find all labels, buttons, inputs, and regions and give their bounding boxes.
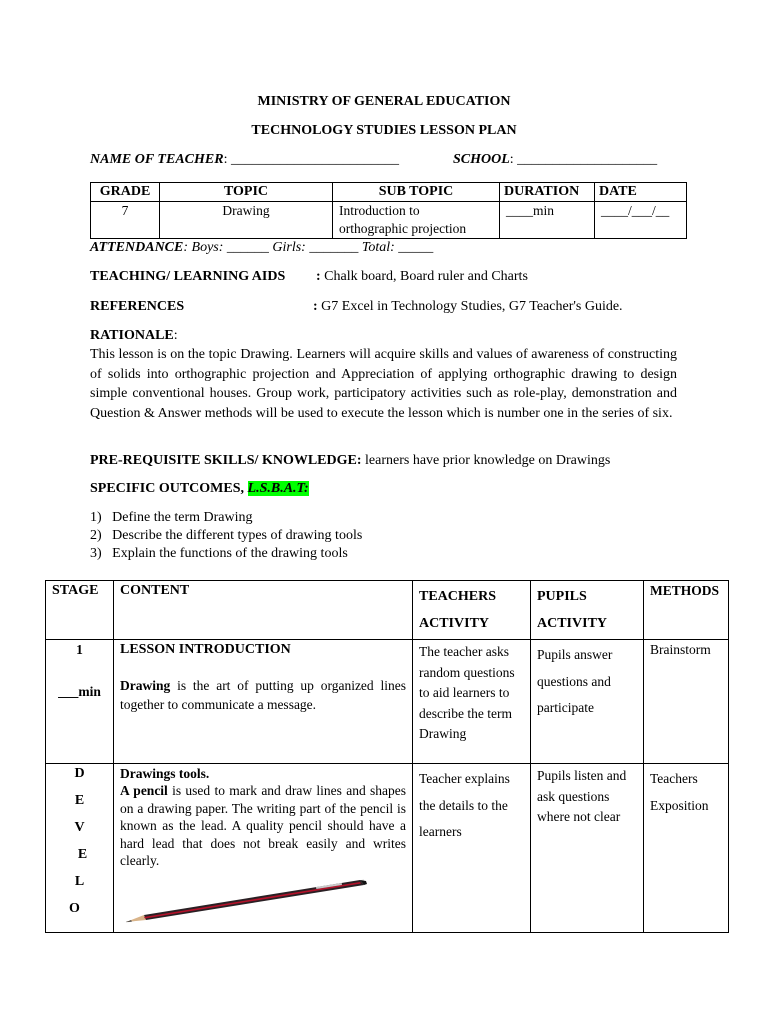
lesson-table — [45, 580, 729, 933]
aids-line — [90, 269, 285, 285]
outcome-item: 2) Describe the different types of drawing tools — [90, 528, 363, 543]
stage-letter: O — [69, 901, 80, 916]
content-cell — [114, 764, 413, 933]
teacher-activity-cell: Teacher explains the details to the learners — [413, 764, 531, 933]
prerequisite-line — [90, 453, 610, 469]
school-field: : ____________________ — [509, 152, 658, 167]
subtopic-line-2: orthographic projection — [339, 221, 467, 236]
rationale-text: This lesson is on the topic Drawing. Learners will acquire skills and values of awareness of constructing of solids into orthographic projection and Appreciation of applying orthographic drawing to design simple conventional houses. Group work, participatory activities such as role-play, demonstration and Question & Answer methods will be used to execute the lesson which is number one in the series of six. — [90, 347, 677, 421]
stage-letters — [52, 766, 107, 928]
content-header: CONTENT — [114, 581, 413, 640]
stage-letter: L — [74, 874, 85, 889]
aids-text: Chalk board, Board ruler and Charts — [320, 269, 528, 284]
outcomes-label: SPECIFIC OUTCOMES, — [90, 481, 248, 496]
date-value: ____/___/__ — [595, 202, 687, 239]
date-header: DATE — [595, 183, 687, 202]
teachers-activity-header: TEACHERS ACTIVITY — [413, 581, 531, 640]
lesson-plan-heading: TECHNOLOGY STUDIES LESSON PLAN — [251, 123, 517, 138]
school-line — [453, 152, 657, 168]
content-title: Drawings tools. — [120, 766, 210, 781]
stage-header: STAGE — [46, 581, 114, 640]
content-term: Drawing — [120, 678, 171, 693]
aids-label: TEACHING/ LEARNING AIDS — [90, 269, 286, 284]
references-line — [90, 299, 184, 315]
attendance-text: : Boys: ______ Girls: _______ Total: _____ — [183, 240, 434, 255]
content-term: A pencil — [120, 783, 168, 798]
methods-header: METHODS — [644, 581, 729, 640]
grade-header: GRADE — [91, 183, 160, 202]
references-text: G7 Excel in Technology Studies, G7 Teacher's Guide. — [317, 299, 623, 314]
school-label: SCHOOL — [453, 152, 510, 167]
prerequisite-label: PRE-REQUISITE SKILLS/ KNOWLEDGE: — [90, 453, 362, 468]
methods-cell: Teachers Exposition — [644, 764, 729, 933]
stage-letter: V — [74, 820, 85, 835]
content-cell — [114, 640, 413, 764]
stage-cell — [46, 640, 114, 764]
stage-letter: E — [74, 793, 85, 808]
outcomes-list — [90, 509, 362, 563]
stage-letter: E — [77, 847, 88, 862]
stage-number: 1 — [76, 642, 83, 657]
content-title: LESSON INTRODUCTION — [120, 642, 291, 657]
subtopic-value — [333, 202, 500, 239]
pupil-activity-cell: Pupils listen and ask questions where not clear — [531, 764, 644, 933]
outcomes-heading — [90, 481, 309, 497]
grade-value: 7 — [91, 202, 160, 239]
stage-cell — [46, 764, 114, 933]
aids-value: : Chalk board, Board ruler and Charts — [316, 269, 528, 284]
topic-value: Drawing — [160, 202, 333, 239]
topic-header: TOPIC — [160, 183, 333, 202]
duration-header: DURATION — [500, 183, 595, 202]
pupils-activity-header: PUPILS ACTIVITY — [531, 581, 644, 640]
table-row — [46, 764, 729, 933]
content-body: A pencil is used to mark and draw lines and shapes on a drawing paper. The writing part of the pencil is known as the lead. A quality pencil should have a hard lead that does not break easily and writes clearly. — [120, 783, 406, 868]
ministry-heading: MINISTRY OF GENERAL EDUCATION — [257, 94, 511, 109]
teacher-activity-cell: The teacher asks random questions to aid learners to describe the term Drawing — [413, 640, 531, 764]
prerequisite-text: learners have prior knowledge on Drawings — [361, 453, 611, 468]
pencil-icon — [120, 876, 370, 926]
attendance-label: ATTENDANCE — [90, 240, 184, 255]
teacher-label: NAME OF TEACHER — [90, 152, 224, 167]
outcome-item: 3) Explain the functions of the drawing tools — [90, 546, 348, 561]
references-label: REFERENCES — [90, 299, 185, 314]
pupil-activity-cell: Pupils answer questions and participate — [531, 640, 644, 764]
duration-value: ____min — [500, 202, 595, 239]
grade-table — [90, 182, 687, 239]
subtopic-header: SUB TOPIC — [333, 183, 500, 202]
teacher-line — [90, 152, 399, 168]
pencil-image — [120, 876, 406, 930]
table-row — [46, 640, 729, 764]
subtopic-line-1: Introduction to — [339, 203, 420, 218]
methods-cell: Brainstorm — [644, 640, 729, 764]
stage-time: ___min — [58, 684, 101, 699]
stage-letter: D — [74, 766, 85, 781]
outcome-item: 1) Define the term Drawing — [90, 510, 253, 525]
lsbat-highlight: L.S.B.A.T: — [247, 481, 309, 496]
content-body: Drawing is the art of putting up organized lines together to communicate a message. — [120, 678, 406, 712]
rationale-heading: RATIONALE: — [90, 328, 178, 343]
rationale-label: RATIONALE — [90, 328, 174, 343]
teacher-field: : ________________________ — [223, 152, 399, 167]
attendance-line — [90, 240, 433, 256]
references-value: : G7 Excel in Technology Studies, G7 Teacher's Guide. — [313, 299, 623, 314]
